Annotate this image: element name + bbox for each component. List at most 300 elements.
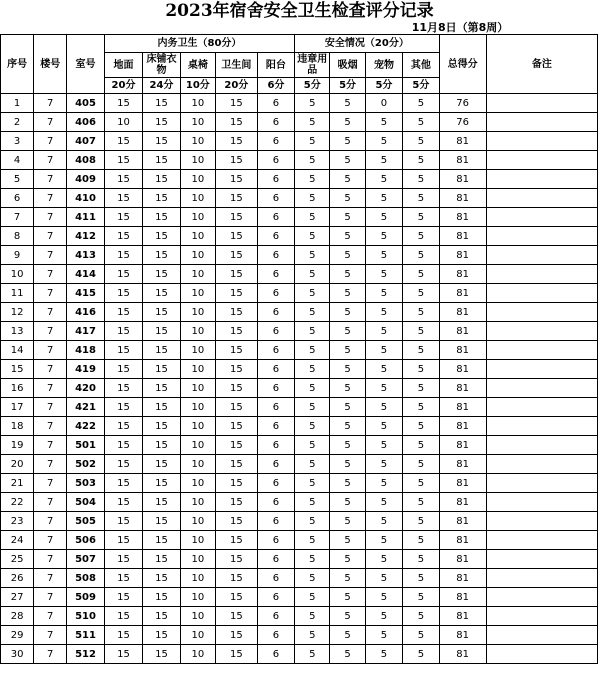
inspection-date: 11月8日（第8周） [411,21,509,34]
cell-building: 7 [34,512,67,531]
score-smoking: 5 [330,569,365,588]
cell-room: 503 [67,474,104,493]
score-other: 5 [403,588,439,607]
score-pets: 5 [365,645,402,664]
score-pets: 5 [365,588,402,607]
score-bedding: 15 [143,436,180,455]
cell-total: 76 [439,94,486,113]
score-prohibited: 5 [295,436,330,455]
score-bathroom: 15 [215,189,257,208]
score-balcony: 6 [257,265,294,284]
score-desk: 10 [180,189,215,208]
cell-room: 422 [67,417,104,436]
score-floor: 10 [104,113,143,132]
header-desk: 桌椅 [180,53,215,78]
cell-seq: 4 [1,151,34,170]
cell-building: 7 [34,151,67,170]
score-balcony: 6 [257,341,294,360]
cell-building: 7 [34,607,67,626]
score-smoking: 5 [330,265,365,284]
cell-remark [486,607,597,626]
score-smoking: 5 [330,531,365,550]
score-smoking: 5 [330,360,365,379]
score-smoking: 5 [330,455,365,474]
cell-room: 409 [67,170,104,189]
cell-total: 81 [439,550,486,569]
table-row [1,170,598,189]
score-smoking: 5 [330,550,365,569]
cell-room: 512 [67,645,104,664]
table-row [1,493,598,512]
score-desk: 10 [180,360,215,379]
cell-total: 76 [439,113,486,132]
score-prohibited: 5 [295,265,330,284]
score-bedding: 15 [143,645,180,664]
cell-building: 7 [34,246,67,265]
score-pets: 5 [365,113,402,132]
score-smoking: 5 [330,208,365,227]
cell-total: 81 [439,493,486,512]
cell-total: 81 [439,512,486,531]
score-balcony: 6 [257,398,294,417]
score-other: 5 [403,531,439,550]
score-other: 5 [403,132,439,151]
cell-building: 7 [34,493,67,512]
score-bedding: 15 [143,417,180,436]
cell-remark [486,132,597,151]
cell-seq: 19 [1,436,34,455]
score-bedding: 15 [143,265,180,284]
score-balcony: 6 [257,550,294,569]
cell-remark [486,151,597,170]
score-table [0,34,598,664]
cell-total: 81 [439,284,486,303]
score-floor: 15 [104,360,143,379]
table-row [1,512,598,531]
score-bedding: 15 [143,569,180,588]
score-balcony: 6 [257,455,294,474]
score-pets: 5 [365,512,402,531]
score-desk: 10 [180,379,215,398]
cell-room: 417 [67,322,104,341]
score-pets: 5 [365,531,402,550]
score-prohibited: 5 [295,360,330,379]
score-bathroom: 15 [215,379,257,398]
score-desk: 10 [180,113,215,132]
header-building: 楼号 [34,35,67,94]
score-smoking: 5 [330,493,365,512]
score-bathroom: 15 [215,151,257,170]
table-row [1,569,598,588]
score-floor: 15 [104,341,143,360]
table-row [1,588,598,607]
score-pets: 5 [365,607,402,626]
score-pets: 0 [365,94,402,113]
cell-total: 81 [439,170,486,189]
cell-total: 81 [439,151,486,170]
score-other: 5 [403,455,439,474]
cell-building: 7 [34,645,67,664]
score-prohibited: 5 [295,379,330,398]
score-other: 5 [403,645,439,664]
score-other: 5 [403,284,439,303]
cell-building: 7 [34,569,67,588]
cell-total: 81 [439,322,486,341]
score-balcony: 6 [257,132,294,151]
cell-total: 81 [439,208,486,227]
cell-room: 410 [67,189,104,208]
score-pets: 5 [365,455,402,474]
score-floor: 15 [104,455,143,474]
page-title: 2023年宿舍安全卫生检查评分记录 [165,1,434,21]
score-bedding: 15 [143,588,180,607]
cell-total: 81 [439,607,486,626]
score-balcony: 6 [257,189,294,208]
score-desk: 10 [180,132,215,151]
score-bathroom: 15 [215,588,257,607]
cell-room: 414 [67,265,104,284]
score-bedding: 15 [143,398,180,417]
table-row [1,341,598,360]
score-balcony: 6 [257,588,294,607]
cell-building: 7 [34,322,67,341]
score-floor: 15 [104,493,143,512]
score-prohibited: 5 [295,208,330,227]
score-bathroom: 15 [215,607,257,626]
score-balcony: 6 [257,94,294,113]
score-prohibited: 5 [295,113,330,132]
cell-remark [486,113,597,132]
score-bathroom: 15 [215,436,257,455]
cell-total: 81 [439,379,486,398]
cell-building: 7 [34,379,67,398]
table-row [1,455,598,474]
max-desk: 10分 [180,78,215,94]
score-floor: 15 [104,208,143,227]
score-bedding: 15 [143,531,180,550]
cell-seq: 18 [1,417,34,436]
score-prohibited: 5 [295,132,330,151]
cell-building: 7 [34,208,67,227]
score-desk: 10 [180,569,215,588]
score-other: 5 [403,246,439,265]
score-prohibited: 5 [295,246,330,265]
cell-remark [486,436,597,455]
cell-room: 504 [67,493,104,512]
score-desk: 10 [180,417,215,436]
score-bathroom: 15 [215,132,257,151]
table-row [1,417,598,436]
score-bathroom: 15 [215,474,257,493]
cell-total: 81 [439,531,486,550]
score-other: 5 [403,493,439,512]
cell-total: 81 [439,588,486,607]
cell-seq: 29 [1,626,34,645]
table-row [1,227,598,246]
cell-seq: 20 [1,455,34,474]
score-smoking: 5 [330,436,365,455]
table-row [1,379,598,398]
cell-seq: 6 [1,189,34,208]
cell-room: 419 [67,360,104,379]
score-desk: 10 [180,474,215,493]
score-bathroom: 15 [215,246,257,265]
cell-remark [486,379,597,398]
score-bedding: 15 [143,113,180,132]
max-smoking: 5分 [330,78,365,94]
table-row [1,303,598,322]
score-prohibited: 5 [295,569,330,588]
score-other: 5 [403,322,439,341]
cell-building: 7 [34,132,67,151]
score-balcony: 6 [257,227,294,246]
cell-building: 7 [34,284,67,303]
score-bedding: 15 [143,379,180,398]
score-floor: 15 [104,379,143,398]
cell-remark [486,341,597,360]
score-floor: 15 [104,626,143,645]
cell-seq: 14 [1,341,34,360]
cell-room: 407 [67,132,104,151]
cell-seq: 21 [1,474,34,493]
score-bathroom: 15 [215,170,257,189]
score-prohibited: 5 [295,189,330,208]
score-smoking: 5 [330,303,365,322]
max-balcony: 6分 [257,78,294,94]
score-floor: 15 [104,284,143,303]
score-floor: 15 [104,588,143,607]
score-other: 5 [403,607,439,626]
max-floor: 20分 [104,78,143,94]
score-pets: 5 [365,474,402,493]
score-desk: 10 [180,455,215,474]
cell-seq: 30 [1,645,34,664]
score-bedding: 15 [143,512,180,531]
score-desk: 10 [180,322,215,341]
table-row [1,360,598,379]
score-prohibited: 5 [295,588,330,607]
cell-seq: 3 [1,132,34,151]
score-bedding: 15 [143,189,180,208]
cell-building: 7 [34,588,67,607]
score-other: 5 [403,417,439,436]
score-balcony: 6 [257,208,294,227]
cell-building: 7 [34,341,67,360]
score-other: 5 [403,113,439,132]
score-bathroom: 15 [215,208,257,227]
score-other: 5 [403,265,439,284]
max-bedding: 24分 [143,78,180,94]
score-pets: 5 [365,151,402,170]
cell-room: 510 [67,607,104,626]
score-bedding: 15 [143,322,180,341]
score-smoking: 5 [330,113,365,132]
score-other: 5 [403,94,439,113]
score-other: 5 [403,512,439,531]
cell-room: 508 [67,569,104,588]
table-row [1,189,598,208]
score-pets: 5 [365,208,402,227]
cell-seq: 2 [1,113,34,132]
score-bedding: 15 [143,493,180,512]
score-prohibited: 5 [295,151,330,170]
score-floor: 15 [104,474,143,493]
score-floor: 15 [104,417,143,436]
cell-total: 81 [439,189,486,208]
score-balcony: 6 [257,436,294,455]
header-total: 总得分 [439,35,486,94]
cell-remark [486,417,597,436]
score-desk: 10 [180,208,215,227]
score-smoking: 5 [330,417,365,436]
table-row [1,398,598,417]
score-bedding: 15 [143,94,180,113]
cell-total: 81 [439,398,486,417]
table-row [1,284,598,303]
score-floor: 15 [104,645,143,664]
header-bathroom: 卫生间 [215,53,257,78]
score-bedding: 15 [143,227,180,246]
cell-total: 81 [439,341,486,360]
score-other: 5 [403,379,439,398]
score-prohibited: 5 [295,474,330,493]
cell-seq: 17 [1,398,34,417]
score-other: 5 [403,341,439,360]
header-floor: 地面 [104,53,143,78]
cell-remark [486,398,597,417]
cell-room: 502 [67,455,104,474]
score-desk: 10 [180,246,215,265]
score-floor: 15 [104,512,143,531]
table-row [1,151,598,170]
score-balcony: 6 [257,246,294,265]
score-prohibited: 5 [295,626,330,645]
cell-remark [486,284,597,303]
score-balcony: 6 [257,151,294,170]
cell-seq: 24 [1,531,34,550]
cell-remark [486,626,597,645]
cell-building: 7 [34,94,67,113]
cell-remark [486,189,597,208]
score-bedding: 15 [143,626,180,645]
cell-remark [486,645,597,664]
score-desk: 10 [180,341,215,360]
score-pets: 5 [365,170,402,189]
table-row [1,265,598,284]
cell-remark [486,170,597,189]
score-floor: 15 [104,303,143,322]
max-prohibited: 5分 [295,78,330,94]
score-pets: 5 [365,189,402,208]
cell-seq: 7 [1,208,34,227]
cell-remark [486,322,597,341]
cell-seq: 9 [1,246,34,265]
score-balcony: 6 [257,113,294,132]
score-other: 5 [403,227,439,246]
score-bedding: 15 [143,208,180,227]
score-smoking: 5 [330,322,365,341]
cell-total: 81 [439,303,486,322]
cell-remark [486,227,597,246]
score-pets: 5 [365,246,402,265]
score-floor: 15 [104,550,143,569]
cell-seq: 12 [1,303,34,322]
score-desk: 10 [180,550,215,569]
cell-seq: 23 [1,512,34,531]
max-bathroom: 20分 [215,78,257,94]
score-floor: 15 [104,170,143,189]
score-prohibited: 5 [295,493,330,512]
cell-building: 7 [34,227,67,246]
score-smoking: 5 [330,341,365,360]
score-balcony: 6 [257,417,294,436]
score-smoking: 5 [330,379,365,398]
score-other: 5 [403,303,439,322]
cell-building: 7 [34,626,67,645]
cell-room: 505 [67,512,104,531]
score-balcony: 6 [257,360,294,379]
cell-room: 405 [67,94,104,113]
cell-seq: 1 [1,94,34,113]
score-balcony: 6 [257,322,294,341]
score-floor: 15 [104,94,143,113]
score-bedding: 15 [143,303,180,322]
score-bathroom: 15 [215,626,257,645]
score-pets: 5 [365,550,402,569]
score-desk: 10 [180,303,215,322]
score-balcony: 6 [257,284,294,303]
score-desk: 10 [180,512,215,531]
score-floor: 15 [104,189,143,208]
cell-room: 509 [67,588,104,607]
cell-seq: 8 [1,227,34,246]
score-pets: 5 [365,227,402,246]
score-pets: 5 [365,379,402,398]
score-pets: 5 [365,132,402,151]
score-floor: 15 [104,132,143,151]
cell-room: 408 [67,151,104,170]
cell-remark [486,588,597,607]
header-bedding: 床铺衣物 [143,53,180,78]
cell-building: 7 [34,531,67,550]
table-row [1,132,598,151]
score-smoking: 5 [330,588,365,607]
score-prohibited: 5 [295,303,330,322]
cell-building: 7 [34,436,67,455]
cell-building: 7 [34,455,67,474]
score-prohibited: 5 [295,322,330,341]
cell-remark [486,303,597,322]
score-pets: 5 [365,626,402,645]
table-row [1,474,598,493]
table-row [1,94,598,113]
cell-remark [486,360,597,379]
score-floor: 15 [104,531,143,550]
score-smoking: 5 [330,512,365,531]
score-bathroom: 15 [215,303,257,322]
cell-room: 421 [67,398,104,417]
score-smoking: 5 [330,645,365,664]
score-desk: 10 [180,607,215,626]
score-smoking: 5 [330,94,365,113]
cell-building: 7 [34,417,67,436]
score-bathroom: 15 [215,322,257,341]
cell-remark [486,550,597,569]
cell-building: 7 [34,189,67,208]
score-balcony: 6 [257,531,294,550]
cell-building: 7 [34,113,67,132]
score-other: 5 [403,208,439,227]
